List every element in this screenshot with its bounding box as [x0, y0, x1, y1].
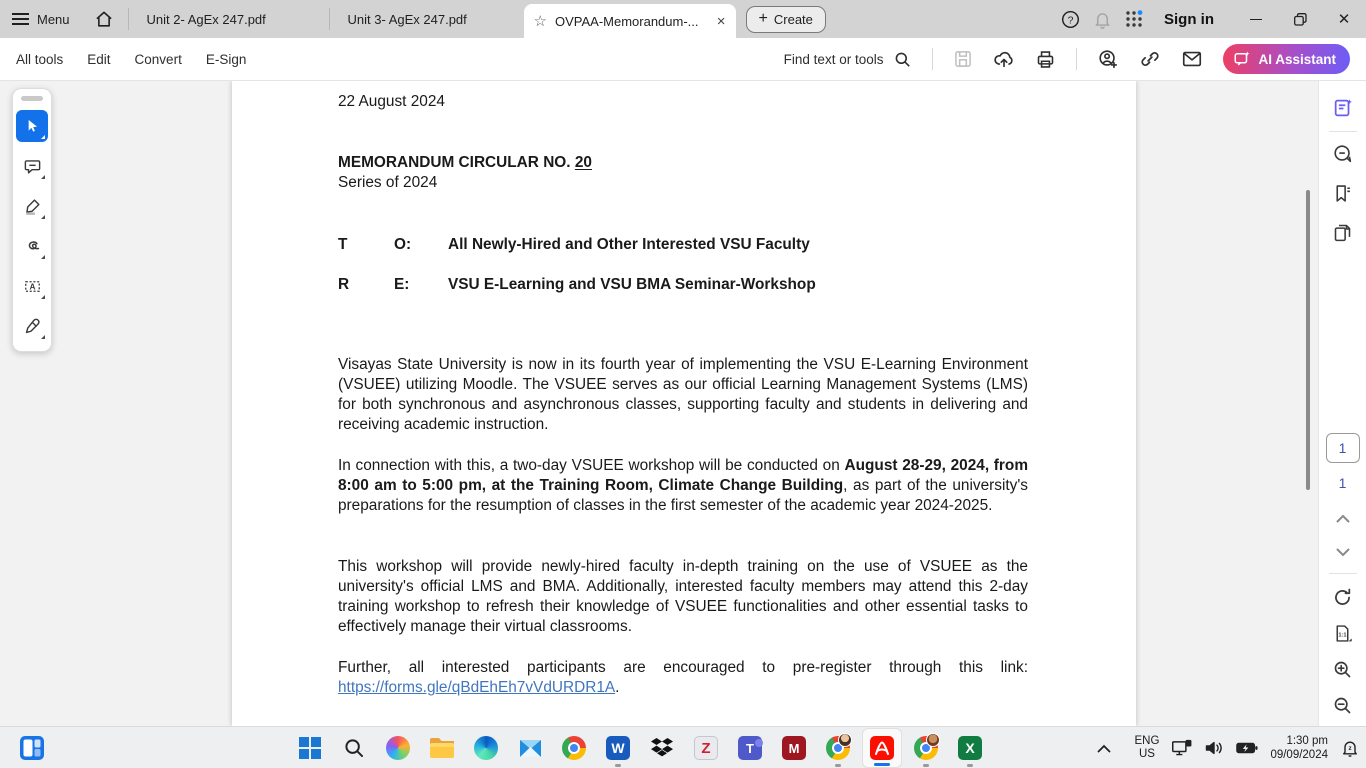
teams-person-dot — [755, 739, 763, 747]
previous-page-button[interactable] — [1330, 507, 1356, 529]
convert-menu[interactable]: Convert — [134, 51, 182, 67]
edit-menu[interactable]: Edit — [87, 51, 111, 67]
minimize-button[interactable] — [1234, 0, 1278, 38]
tab-unit2[interactable] — [135, 0, 323, 38]
paragraph-text: , as part of the university's preparations for the resumption of classes in the first semester of the academic year 2024-2025. — [338, 477, 1028, 514]
menu-label: Menu — [37, 11, 70, 27]
right-panel — [1318, 81, 1366, 726]
memo-series: Series of 2024 — [338, 174, 438, 191]
tray-date: 09/09/2024 — [1270, 749, 1328, 761]
taskbar-widgets-button[interactable] — [12, 728, 52, 768]
profile-avatar — [926, 733, 940, 747]
notification-bell-icon[interactable] — [1340, 738, 1360, 758]
paragraph-text: . — [615, 679, 620, 696]
page-number-input[interactable]: 1 — [1326, 433, 1360, 463]
running-indicator — [967, 764, 973, 767]
ai-document-icon — [1332, 97, 1354, 119]
draw-tool-button[interactable] — [16, 230, 48, 262]
running-indicator — [923, 764, 929, 767]
memo-to-line — [338, 235, 1028, 255]
zoom-out-icon — [1332, 695, 1353, 716]
email-icon[interactable] — [1181, 48, 1203, 70]
teams-icon: T — [738, 736, 762, 760]
fill-sign-tool-button[interactable] — [16, 310, 48, 342]
select-tool-button[interactable] — [16, 110, 48, 142]
taskbar-mail-button[interactable] — [510, 728, 550, 768]
highlight-tool-button[interactable] — [16, 190, 48, 222]
apps-grid-icon — [1125, 10, 1143, 28]
re-letter: R — [338, 276, 350, 293]
paragraph-text: Further, all interested participants are encouraged to pre-register through this link: — [338, 659, 1028, 676]
titlebar-divider — [128, 8, 129, 30]
running-indicator — [835, 764, 841, 767]
comments-bubble-icon — [1332, 143, 1354, 165]
taskbar-teams-button[interactable] — [730, 728, 770, 768]
next-page-button[interactable] — [1330, 541, 1356, 563]
taskbar-chrome-profile1-button[interactable] — [818, 728, 858, 768]
svg-text:z: z — [1348, 745, 1352, 753]
home-button[interactable] — [94, 10, 114, 29]
toolbar-menus — [16, 52, 246, 67]
help-icon — [1061, 10, 1080, 29]
re-value: VSU E-Learning and VSU BMA Seminar-Workshop — [448, 276, 816, 293]
svg-text:A: A — [29, 281, 35, 292]
find-button[interactable] — [784, 50, 913, 69]
re-letter: E: — [394, 276, 410, 293]
chrome-icon — [562, 736, 586, 760]
toolbar-divider — [1076, 48, 1077, 70]
ai-assistant-icon — [1233, 50, 1251, 68]
create-label: Create — [773, 11, 813, 27]
tab-label: Unit 3- AgEx 247.pdf — [347, 11, 467, 27]
network-icon[interactable] — [1171, 739, 1192, 757]
zoom-in-button[interactable] — [1328, 654, 1358, 684]
bookmarks-panel-button[interactable] — [1328, 178, 1358, 208]
taskbar-acrobat-button[interactable] — [862, 728, 902, 768]
taskbar-excel-button[interactable] — [950, 728, 990, 768]
quick-tools-palette — [12, 88, 52, 352]
tab-label: Unit 2- AgEx 247.pdf — [146, 11, 266, 27]
taskbar-app-icons — [290, 728, 990, 768]
taskbar-copilot-button[interactable] — [378, 728, 418, 768]
paragraph-text: In connection with this, a two-day VSUEE workshop will be conducted on — [338, 457, 845, 474]
zoom-in-icon — [1332, 659, 1353, 680]
panel-divider — [1329, 131, 1357, 132]
select-text-tool-button[interactable] — [16, 270, 48, 302]
notifications-button[interactable] — [1086, 3, 1118, 35]
taskbar-word-button[interactable] — [598, 728, 638, 768]
tray-overflow-chevron-icon[interactable] — [1097, 744, 1111, 753]
word-icon: W — [606, 736, 630, 760]
memo-paragraph-1: Visayas State University is now in its fourth year of implementing the VSU E-Learning Environment (VSUEE) utilizing Moodle. The VSUEE serves as our official Learning Management Systems (LMS) for both synchronous and asynchronous classes, supporting faculty and students in delivering and receiving academic instruction. — [338, 356, 1028, 433]
link-icon[interactable] — [1139, 48, 1161, 70]
toolbar-right — [784, 44, 1350, 74]
all-tools-menu[interactable]: All tools — [16, 51, 64, 67]
chevron-up-icon — [1336, 514, 1350, 523]
pdf-page — [232, 81, 1136, 726]
memo-title — [338, 153, 1028, 173]
chrome-icon — [826, 736, 850, 760]
bell-icon — [1093, 10, 1112, 29]
file-explorer-icon — [429, 737, 455, 759]
language-line1: ENG — [1134, 735, 1160, 747]
document-canvas — [0, 81, 1318, 726]
comment-icon — [23, 157, 42, 176]
pages-icon — [1332, 222, 1353, 243]
svg-text:?: ? — [1067, 14, 1073, 26]
language-line2: US — [1138, 748, 1155, 760]
memo-paragraph-4 — [338, 658, 1028, 698]
battery-icon[interactable] — [1236, 741, 1258, 755]
rotate-icon — [1332, 587, 1353, 608]
memo-title-prefix: MEMORANDUM CIRCULAR NO. — [338, 154, 575, 171]
memo-paragraph-2 — [338, 456, 1028, 516]
taskbar-zotero-button[interactable] — [686, 728, 726, 768]
page-thumbnails-panel-button[interactable] — [1328, 217, 1358, 247]
taskbar-explorer-button[interactable] — [422, 728, 462, 768]
comments-panel-button[interactable] — [1328, 139, 1358, 169]
select-arrow-icon — [24, 118, 40, 134]
clock[interactable] — [1270, 734, 1328, 762]
save-icon[interactable] — [953, 49, 973, 69]
draw-squiggle-icon — [23, 237, 42, 256]
titlebar — [0, 0, 1366, 38]
minimize-icon — [1250, 19, 1262, 20]
profile-avatar — [838, 733, 852, 747]
fill-sign-pen-icon — [23, 317, 42, 336]
close-button[interactable] — [1322, 0, 1366, 38]
zotero-icon: Z — [694, 736, 718, 760]
actual-size-icon — [1332, 623, 1353, 644]
panel-divider — [1329, 573, 1357, 574]
bookmark-icon — [1332, 183, 1353, 204]
vertical-scrollbar[interactable] — [1306, 190, 1310, 490]
to-letter: T — [338, 236, 348, 253]
taskbar-chrome-button[interactable] — [554, 728, 594, 768]
running-indicator — [615, 764, 621, 767]
memo-re-line — [338, 275, 1028, 295]
chrome-icon — [914, 736, 938, 760]
mendeley-icon: M — [782, 736, 806, 760]
memo-paragraph-3: This workshop will provide newly-hired faculty in-depth training on the use of VSUEE as the university's official LMS and BMA. Additionally, interested faculty members may attend this 2-day training workshop to refresh their knowledge of VSUEE functionalities and other essential tasks to effectively manage their virtual classrooms. — [338, 558, 1028, 635]
tab-ovpaa-memorandum[interactable] — [524, 4, 736, 38]
titlebar-left — [0, 8, 135, 30]
close-icon: ✕ — [1337, 11, 1351, 28]
find-label: Find text or tools — [783, 51, 884, 67]
acrobat-icon — [870, 736, 894, 760]
svg-text:1:1: 1:1 — [1338, 632, 1347, 639]
ai-assistant-panel-button[interactable] — [1328, 93, 1358, 123]
favorite-star-icon[interactable]: ☆ — [533, 13, 547, 30]
print-icon[interactable] — [1035, 49, 1056, 70]
home-icon — [94, 10, 114, 29]
palette-drag-handle[interactable] — [21, 96, 43, 101]
tab-divider — [329, 8, 330, 30]
restore-button[interactable] — [1278, 0, 1322, 38]
menu-button[interactable] — [12, 12, 70, 27]
titlebar-right — [1054, 0, 1366, 38]
highlighter-icon — [23, 197, 42, 216]
comment-tool-button[interactable] — [16, 150, 48, 182]
actual-size-button[interactable] — [1328, 618, 1358, 648]
taskbar-search-icon — [343, 737, 365, 759]
tab-label: OVPAA-Memorandum-... — [554, 13, 699, 29]
memo-date: 22 August 2024 — [338, 93, 445, 110]
chevron-down-icon — [1336, 548, 1350, 557]
memo-number: 20 — [574, 154, 592, 171]
paragraph-bold-text: August 28-29, 2024, from 8:00 am to 5:00 pm, at the Training Room, Climate Change Building — [338, 457, 1028, 494]
search-icon — [893, 50, 912, 69]
save-to-cloud-icon[interactable] — [993, 48, 1015, 70]
system-tray — [1097, 727, 1360, 768]
main-area — [0, 81, 1366, 726]
to-letter: O: — [394, 236, 412, 253]
language-indicator[interactable] — [1135, 735, 1160, 761]
to-value: All Newly-Hired and Other Interested VSU Faculty — [448, 236, 810, 253]
taskbar-chrome-profile2-button[interactable] — [906, 728, 946, 768]
restore-icon — [1294, 13, 1307, 26]
taskbar-edge-button[interactable] — [466, 728, 506, 768]
apps-grid-button[interactable] — [1118, 3, 1150, 35]
create-button[interactable] — [746, 6, 826, 33]
notification-dot — [1138, 10, 1143, 15]
ai-assistant-label: AI Assistant — [1258, 51, 1336, 67]
hamburger-icon — [12, 12, 29, 26]
dropbox-icon — [650, 737, 674, 759]
tab-close-icon[interactable]: × — [716, 12, 726, 30]
esign-menu[interactable]: E-Sign — [205, 51, 247, 67]
plus-icon: + — [758, 10, 768, 27]
tab-unit3[interactable] — [336, 0, 524, 38]
pre-register-link[interactable]: https://forms.gle/qBdEhEh7vVdURDR1A — [338, 679, 616, 696]
copilot-icon — [386, 736, 410, 760]
select-text-icon — [23, 277, 42, 296]
excel-icon: X — [958, 736, 982, 760]
zoom-out-button[interactable] — [1328, 690, 1358, 720]
mail-icon — [518, 738, 543, 759]
add-reviewer-icon[interactable] — [1097, 48, 1119, 70]
help-button[interactable] — [1054, 3, 1086, 35]
sign-in-button[interactable]: Sign in — [1164, 10, 1214, 28]
volume-icon[interactable] — [1204, 739, 1224, 757]
edge-icon — [474, 736, 498, 760]
taskbar-mendeley-button[interactable] — [774, 728, 814, 768]
widgets-icon — [19, 735, 45, 761]
rotate-page-button[interactable] — [1328, 582, 1358, 612]
tray-time: 1:30 pm — [1286, 735, 1328, 747]
toolbar-divider — [932, 48, 933, 70]
taskbar-search-button[interactable] — [334, 728, 374, 768]
taskbar-start-button[interactable] — [290, 728, 330, 768]
page-total-label: 1 — [1338, 475, 1347, 491]
windows-taskbar — [0, 726, 1366, 768]
taskbar-dropbox-button[interactable] — [642, 728, 682, 768]
ai-assistant-button[interactable] — [1223, 44, 1350, 74]
toolbar — [0, 38, 1366, 81]
windows-start-icon — [299, 737, 321, 759]
active-app-indicator — [874, 763, 890, 766]
